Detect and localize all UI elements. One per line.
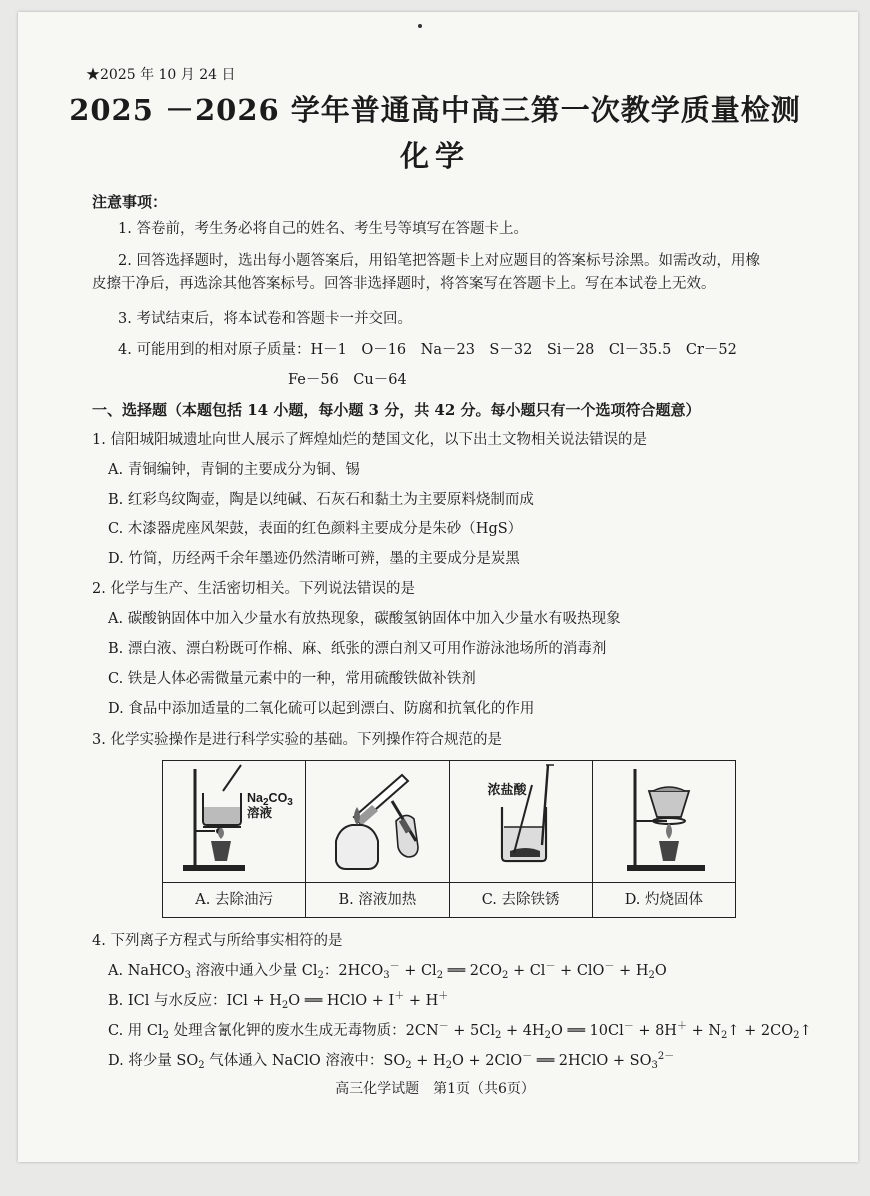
q4-option-b: B. ICl 与水反应：ICl + $H_2O$ ══ HClO + I＋ + H＋ bbox=[108, 991, 449, 1011]
q1-option-c: C. 木漆器虎座风架鼓，表面的红色颜料主要成分是朱砂（HgS） bbox=[108, 521, 523, 537]
caption-c: C. 去除铁锈 bbox=[450, 882, 592, 917]
tube-heating-apparatus-icon bbox=[306, 761, 452, 883]
q2-option-c: C. 铁是人体必需微量元素中的一种，常用硫酸铁做补铁剂 bbox=[108, 671, 476, 687]
q2-option-a: A. 碳酸钠固体中加入少量水有放热现象，碳酸氢钠固体中加入少量水有吸热现象 bbox=[108, 611, 621, 627]
note-item: 4. 可能用到的相对原子质量：H－1 O－16 Na－23 S－32 Si－28 Cl－35.5 Cr－52 bbox=[118, 342, 737, 358]
q4-option-a: A. NaHCO$_3$ 溶液中通入少量 $Cl_2$：$2HCO_3^- + Cl_2$ ══ $2CO_2 + Cl^- + ClO^- + H_2O$ bbox=[108, 961, 667, 981]
q2-option-b: B. 漂白液、漂白粉既可作棉、麻、纸张的漂白剂又可用作游泳池场所的消毒剂 bbox=[108, 641, 607, 657]
section-heading: 一、选择题（本题包括 14 小题，每小题 3 分，共 42 分。每小题只有一个选项符合题意） bbox=[92, 401, 701, 419]
note-item: 3. 考试结束后，将本试卷和答题卡一并交回。 bbox=[118, 311, 412, 327]
oil-removal-apparatus-icon bbox=[163, 761, 309, 883]
q4-option-c: C. 用 $Cl_2$ 处理含氰化钾的废水生成无毒物质：$2CN^- + 5Cl_2 + 4H_2O$ ══ $10Cl^- + 8H^+ + N_2↑$ + $2CO_2↑$ bbox=[108, 1021, 812, 1041]
question-4-stem: 4. 下列离子方程式与所给事实相符的是 bbox=[92, 933, 343, 949]
na2co3-label: $Na_2CO_3$ 溶液 bbox=[247, 791, 293, 820]
note-item: 2. 回答选择题时，选出每小题答案后，用铅笔把答题卡上对应题目的答案标号涂黑。如需改动，用橡 bbox=[118, 253, 760, 269]
q1-option-d: D. 竹简，历经两千余年墨迹仍然清晰可辨，墨的主要成分是炭黑 bbox=[108, 551, 520, 567]
experiment-figure-table bbox=[162, 760, 736, 918]
question-3-stem: 3. 化学实验操作是进行科学实验的基础。下列操作符合规范的是 bbox=[92, 732, 502, 748]
q1-option-a: A. 青铜编钟，青铜的主要成分为铜、锡 bbox=[108, 462, 360, 478]
experiment-d bbox=[593, 761, 735, 917]
caption-d: D. 灼烧固体 bbox=[593, 882, 735, 917]
caption-a: A. 去除油污 bbox=[163, 882, 305, 917]
question-2-stem: 2. 化学与生产、生活密切相关。下列说法错误的是 bbox=[92, 581, 415, 597]
note-item: 皮擦干净后，再选涂其他答案标号。回答非选择题时，将答案写在答题卡上。写在本试卷上无效。 bbox=[92, 276, 716, 292]
exam-date: ★2025 年 10 月 24 日 bbox=[86, 67, 236, 83]
experiment-b bbox=[306, 761, 449, 917]
note-item: Fe－56 Cu－64 bbox=[288, 372, 407, 388]
exam-title: 2025 －2026 学年普通高中高三第一次教学质量检测 bbox=[69, 93, 801, 127]
exam-subject: 化学 bbox=[399, 139, 470, 173]
binding-dot bbox=[418, 24, 422, 28]
page-footer: 高三化学试题 第1页（共6页） bbox=[335, 1081, 535, 1097]
hcl-label: 浓盐酸 bbox=[487, 782, 527, 797]
caption-b: B. 溶液加热 bbox=[306, 882, 448, 917]
note-item: 1. 答卷前，考生务必将自己的姓名、考生号等填写在答题卡上。 bbox=[118, 221, 528, 237]
question-1-stem: 1. 信阳城阳城遗址向世人展示了辉煌灿烂的楚国文化，以下出土文物相关说法错误的是 bbox=[92, 432, 647, 448]
q4-option-d: D. 将少量 $SO_2$ 气体通入 NaClO 溶液中：$SO_2 + H_2O + 2ClO^-$ ══ 2HClO + $SO_3^{2-}$ bbox=[108, 1051, 675, 1071]
experiment-a bbox=[163, 761, 306, 917]
notes-title: 注意事项： bbox=[92, 193, 168, 211]
q1-option-b: B. 红彩鸟纹陶壶，陶是以纯碱、石灰石和黏土为主要原料烧制而成 bbox=[108, 492, 534, 508]
evaporating-dish-apparatus-icon bbox=[593, 761, 739, 883]
experiment-c bbox=[450, 761, 593, 917]
q2-option-d: D. 食品中添加适量的二氧化硫可以起到漂白、防腐和抗氧化的作用 bbox=[108, 701, 535, 717]
